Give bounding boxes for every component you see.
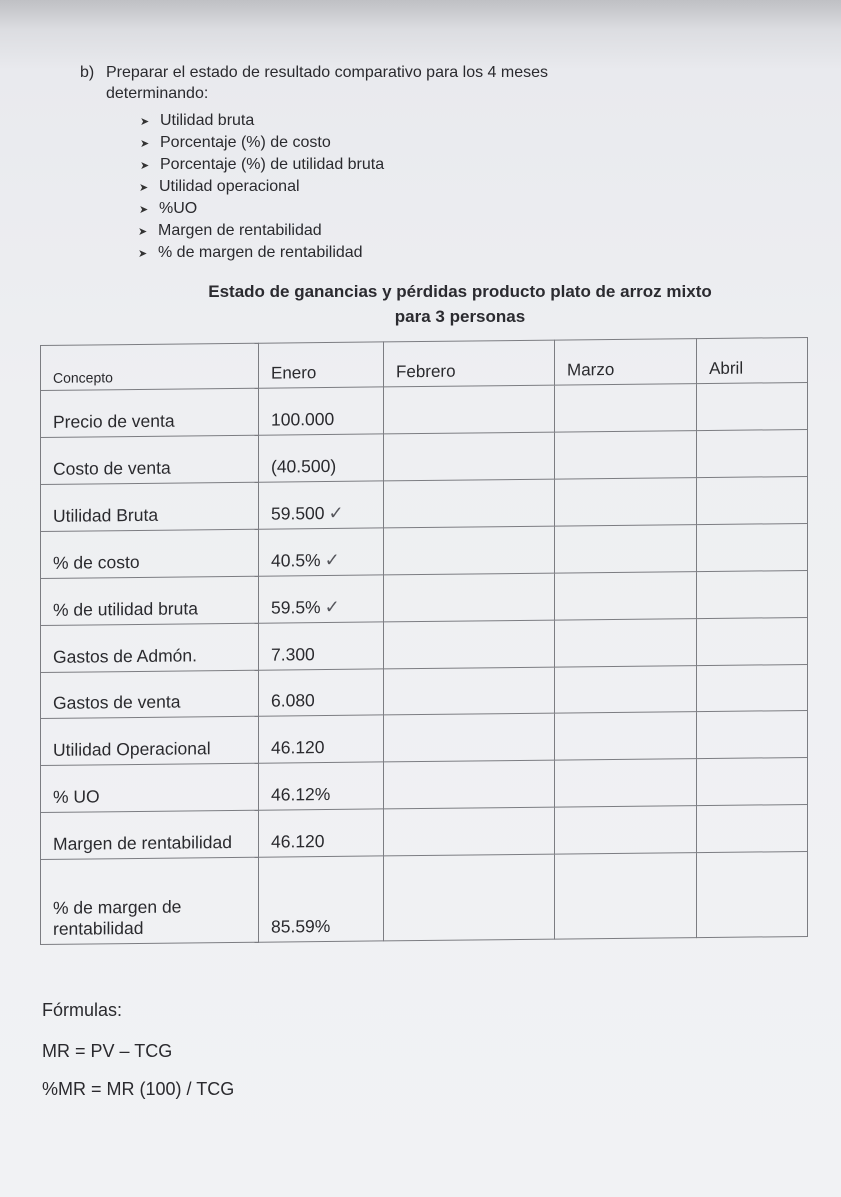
marzo-cell <box>555 571 697 619</box>
febrero-cell <box>384 854 555 941</box>
abril-cell <box>697 805 808 853</box>
abril-cell <box>697 383 808 431</box>
list-item: ➤ %UO <box>139 200 198 217</box>
table-row <box>41 805 808 860</box>
enero-cell: 6.080 <box>259 668 384 716</box>
abril-cell <box>697 852 808 938</box>
list-item: ➤ Porcentaje (%) de utilidad bruta <box>140 156 385 173</box>
table-title-line1: Estado de ganancias y pérdidas producto plato de arroz mixto <box>208 282 712 301</box>
febrero-cell <box>384 714 555 763</box>
table-row <box>41 711 808 766</box>
enero-cell: (40.500) <box>259 434 384 482</box>
marzo-cell <box>555 618 697 666</box>
concept-cell: % de utilidad bruta <box>41 576 259 625</box>
exercise-text-line1: Preparar el estado de resultado comparativo para los 4 meses <box>106 64 549 81</box>
header-concepto: Concepto <box>41 343 259 390</box>
enero-cell: 59.5% ✓ <box>259 575 384 623</box>
febrero-cell <box>384 667 555 716</box>
concept-cell: Margen de rentabilidad <box>41 810 259 859</box>
exercise-letter: b) <box>80 64 95 81</box>
marzo-cell <box>555 431 697 479</box>
header-enero: Enero <box>259 342 384 388</box>
formulas-heading: Fórmulas: <box>42 1000 123 1020</box>
abril-cell <box>697 664 808 712</box>
table-row <box>41 476 808 531</box>
concept-cell: % de margen de rentabilidad <box>41 857 259 944</box>
list-item: ➤ Margen de rentabilidad <box>138 222 322 239</box>
income-statement-table <box>40 337 808 945</box>
marzo-cell <box>555 478 697 526</box>
enero-cell: 46.120 <box>259 809 384 857</box>
concept-cell: Gastos de venta <box>41 670 259 719</box>
abril-cell <box>697 758 808 806</box>
table-row <box>41 429 808 484</box>
formula-percent-mr: %MR = MR (100) / TCG <box>42 1079 235 1099</box>
enero-cell: 7.300 <box>259 622 384 670</box>
table-row <box>41 852 808 945</box>
concept-cell: Gastos de Admón. <box>41 623 259 672</box>
abril-cell <box>697 617 808 665</box>
enero-cell: 59.500 ✓ <box>259 481 384 529</box>
header-febrero: Febrero <box>384 340 555 387</box>
febrero-cell <box>384 760 555 809</box>
abril-cell <box>697 523 808 571</box>
arrow-bullet-icon: ➤ <box>138 225 148 238</box>
marzo-cell <box>555 712 697 760</box>
febrero-cell <box>384 526 555 575</box>
requirements-list <box>140 110 384 264</box>
table-row <box>41 383 808 438</box>
febrero-cell <box>384 573 555 622</box>
header-marzo: Marzo <box>555 339 697 386</box>
concept-cell: Costo de venta <box>41 435 259 484</box>
table-row <box>41 664 808 719</box>
arrow-bullet-icon: ➤ <box>140 115 150 128</box>
header-abril: Abril <box>697 337 808 383</box>
febrero-cell <box>384 432 555 481</box>
febrero-cell <box>384 385 555 434</box>
concept-cell: Precio de venta <box>41 388 259 437</box>
abril-cell <box>697 429 808 477</box>
arrow-bullet-icon: ➤ <box>138 247 148 260</box>
enero-cell: 85.59% <box>259 856 384 942</box>
arrow-bullet-icon: ➤ <box>140 137 150 150</box>
check-mark-icon: ✓ <box>324 596 340 617</box>
exercise-statement <box>80 62 548 104</box>
concept-cell: Utilidad Bruta <box>41 482 259 531</box>
abril-cell <box>697 570 808 618</box>
arrow-bullet-icon: ➤ <box>139 203 149 216</box>
check-mark-icon: ✓ <box>328 502 344 523</box>
marzo-cell <box>555 384 697 432</box>
marzo-cell <box>555 806 697 854</box>
table-row <box>41 758 808 813</box>
list-item: ➤ Porcentaje (%) de costo <box>140 134 331 151</box>
list-item: ➤ % de margen de rentabilidad <box>138 244 363 261</box>
marzo-cell <box>555 665 697 713</box>
table-title-line2: para 3 personas <box>394 307 526 326</box>
concept-cell: % de costo <box>41 529 259 578</box>
arrow-bullet-icon: ➤ <box>139 181 149 194</box>
marzo-cell <box>555 759 697 807</box>
enero-cell: 46.120 <box>259 715 384 763</box>
formula-mr: MR = PV – TCG <box>42 1041 173 1061</box>
table-row <box>41 570 808 625</box>
abril-cell <box>697 476 808 524</box>
febrero-cell <box>384 807 555 856</box>
concept-cell: % UO <box>41 764 259 813</box>
table-row <box>41 617 808 672</box>
marzo-cell <box>555 853 697 939</box>
exercise-text-line2: determinando: <box>106 85 209 102</box>
check-mark-icon: ✓ <box>324 549 340 570</box>
enero-cell: 100.000 <box>259 387 384 435</box>
marzo-cell <box>555 524 697 572</box>
concept-cell: Utilidad Operacional <box>41 717 259 766</box>
table-title <box>130 279 790 329</box>
enero-cell: 40.5% ✓ <box>259 528 384 576</box>
list-item: ➤ Utilidad operacional <box>139 178 300 195</box>
table-header-row <box>41 337 808 390</box>
enero-cell: 46.12% <box>259 762 384 810</box>
febrero-cell <box>384 479 555 528</box>
table-row <box>41 523 808 578</box>
febrero-cell <box>384 620 555 669</box>
list-item: ➤ Utilidad bruta <box>140 112 255 129</box>
arrow-bullet-icon: ➤ <box>140 159 150 172</box>
formulas-section <box>42 1000 234 1117</box>
abril-cell <box>697 711 808 759</box>
